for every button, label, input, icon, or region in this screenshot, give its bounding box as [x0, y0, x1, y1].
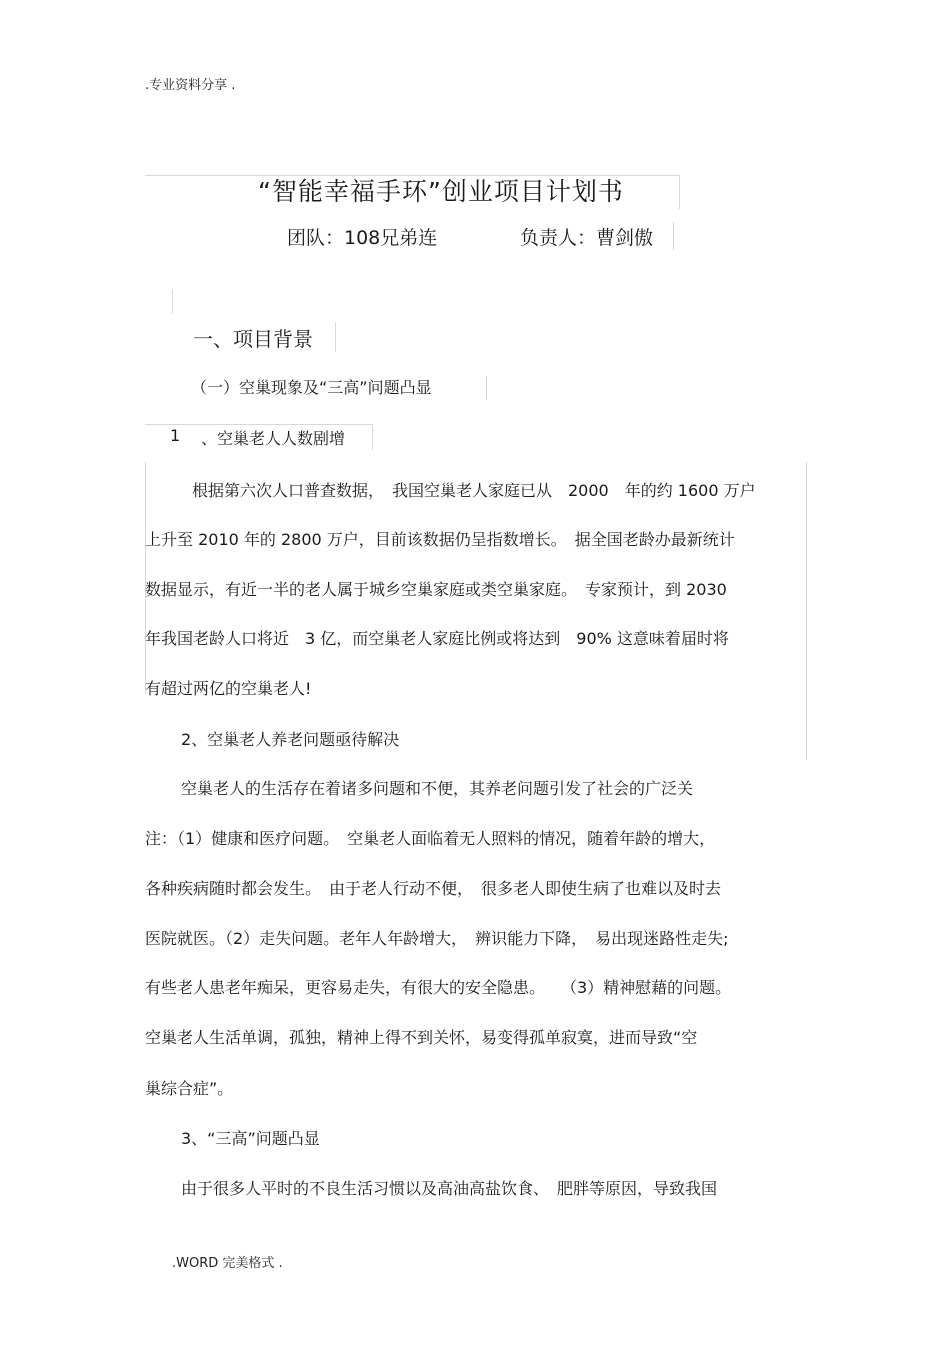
paragraph-line: 由于很多人平时的不良生活习惯以及高油高盐饮食、 肥胖等原因，导致我国 [181, 1179, 718, 1198]
team-name: 团队：108兄弟连 [287, 227, 438, 249]
page-header: .专业资料分享 . [145, 78, 236, 93]
divider [673, 222, 674, 250]
paragraph-line: 空巢老人生活单调，孤独，精神上得不到关怀，易变得孤单寂寞，进而导致“空 [145, 1028, 698, 1047]
divider [172, 289, 173, 313]
paragraph-line: 空巢老人的生活存在着诸多问题和不便，其养老问题引发了社会的广泛关 [181, 779, 694, 798]
project-leader: 负责人：曹剑傲 [520, 227, 654, 249]
divider [679, 175, 680, 209]
paragraph-line: 年我国老龄人口将近 3 亿，而空巢老人家庭比例或将达到 90% 这意味着届时将 [145, 629, 729, 648]
paragraph-line: 有些老人患老年痴呆，更容易走失，有很大的安全隐患。 （3）精神慰藉的问题。 [145, 978, 732, 997]
paragraph-line: 上升至 2010 年的 2800 万户，目前该数据仍呈指数增长。 据全国老龄办最新统计 [145, 530, 735, 549]
section-heading: 一、项目背景 [193, 327, 313, 351]
document-title: “智能幸福手环”创业项目计划书 [258, 177, 624, 206]
item-heading: 2、空巢老人养老问题亟待解决 [181, 730, 400, 749]
divider [335, 322, 336, 352]
divider [486, 376, 487, 400]
divider [806, 462, 807, 760]
paragraph-line: 数据显示，有近一半的老人属于城乡空巢家庭或类空巢家庭。 专家预计，到 2030 [145, 580, 727, 599]
divider [145, 424, 373, 425]
item-number: 1 [170, 426, 181, 445]
item-heading: 3、“三高”问题凸显 [181, 1129, 320, 1148]
paragraph-line: 有超过两亿的空巢老人! [145, 679, 312, 698]
subsection-heading: （一）空巢现象及“三高”问题凸显 [191, 378, 432, 397]
item-heading: 、空巢老人人数剧增 [201, 429, 346, 448]
paragraph-line: 各种疾病随时都会发生。 由于老人行动不便， 很多老人即使生病了也难以及时去 [145, 879, 722, 898]
page-footer: .WORD 完美格式 . [172, 1256, 283, 1271]
paragraph-line: 注：（1）健康和医疗问题。 空巢老人面临着无人照料的情况，随着年龄的增大， [145, 829, 716, 848]
paragraph-line: 巢综合症”。 [145, 1079, 234, 1098]
divider [372, 424, 373, 450]
paragraph-line: 根据第六次人口普查数据， 我国空巢老人家庭已从 2000 年的约 1600 万户 [192, 481, 756, 500]
paragraph-line: 医院就医。（2）走失问题。老年人年龄增大， 辨识能力下降， 易出现迷路性走失; [145, 929, 729, 948]
